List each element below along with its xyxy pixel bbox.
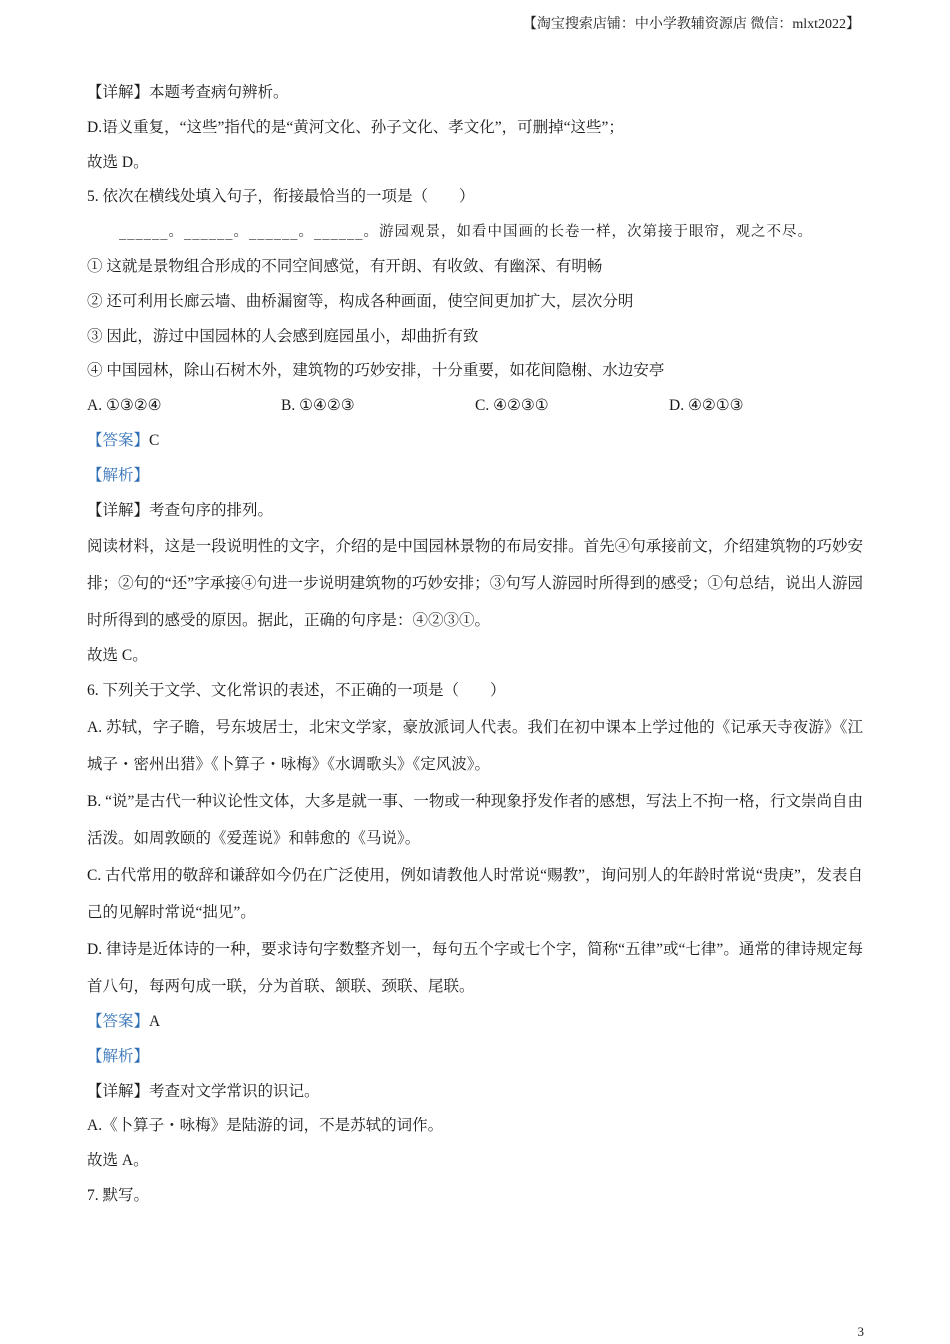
- q5-detail: 【详解】考查句序的排列。: [87, 501, 274, 519]
- q5-conclusion: 故选 C。: [87, 647, 148, 665]
- q5-item-2: ② 还可利用长廊云墙、曲桥漏窗等，构成各种画面，使空间更加扩大，层次分明: [87, 292, 634, 310]
- q6-option-a: A. 苏轼，字子瞻，号东坡居士，北宋文学家，豪放派词人代表。我们在初中课本上学过他的《记承天寺夜游》《江城子・密州出猎》《卜算子・咏梅》《水调歌头》《定风波》。: [87, 718, 863, 773]
- page-header: 【淘宝搜索店铺：中小学教辅资源店 微信：mlxt2022】: [522, 17, 860, 32]
- q5-options: [87, 389, 863, 424]
- q6-answer: [87, 1005, 863, 1040]
- q4-conclusion: 故选 D。: [87, 153, 149, 171]
- q5-option-a: A. ①③②④: [87, 397, 162, 415]
- document-body: [87, 76, 863, 1214]
- page-number: 3: [857, 1324, 864, 1339]
- q5-passage: ______。______。______。______。游园观景，如看中国画的长卷一样，次第接于眼帘，观之不尽。: [119, 224, 813, 241]
- answer-value: A: [149, 1012, 161, 1030]
- q6-option-c: C. 古代常用的敬辞和谦辞如今仍在广泛使用，例如请教他人时常说“赐教”，询问别人的年龄时常说“贵庚”，发表自己的见解时常说“拙见”。: [87, 866, 863, 921]
- q6-analysis-label: 【解析】: [87, 1047, 150, 1065]
- answer-value: C: [149, 431, 160, 449]
- q5-option-b: B. ①④②③: [281, 397, 355, 415]
- q4-explain: D.语义重复，“这些”指代的是“黄河文化、孙子文化、孝文化”，可删掉“这些”；: [87, 118, 624, 136]
- q5-option-d: D. ④②①③: [669, 397, 744, 415]
- q6-detail: 【详解】考查对文学常识的识记。: [87, 1082, 320, 1100]
- answer-label: 【答案】: [87, 431, 150, 449]
- q4-detail: 【详解】本题考查病句辨析。: [87, 84, 289, 101]
- q6-option-d: D. 律诗是近体诗的一种，要求诗句字数整齐划一，每句五个字或七个字，简称“五律”或“七律”。通常的律诗规定每首八句，每两句成一联，分为首联、颔联、颈联、尾联。: [87, 940, 863, 995]
- answer-label: 【答案】: [87, 1012, 150, 1030]
- q5-item-3: ③ 因此，游过中国园林的人会感到庭园虽小，却曲折有致: [87, 327, 479, 345]
- q5-item-1: ① 这就是景物组合形成的不同空间感觉，有开朗、有收敛、有幽深、有明畅: [87, 257, 603, 275]
- q6-explain: A.《卜算子・咏梅》是陆游的词，不是苏轼的词作。: [87, 1117, 444, 1135]
- q5-answer: [87, 424, 863, 459]
- q5-analysis-label: 【解析】: [87, 466, 150, 484]
- q5-explain: 阅读材料，这是一段说明性的文字，介绍的是中国园林景物的布局安排。首先④句承接前文，介绍建筑物的巧妙安排；②句的“还”字承接④句进一步说明建筑物的巧妙安排；③句写人游园时所得到的感受；①句总结，说出人游园时所得到的感受的原因。据此，正确的句序是：④②③①。: [87, 538, 863, 630]
- q6-conclusion: 故选 A。: [87, 1152, 149, 1170]
- q7-stem: 7. 默写。: [87, 1186, 150, 1204]
- q6-option-b: B. “说”是古代一种议论性文体，大多是就一事、一物或一种现象抒发作者的感想，写法上不拘一格，行文崇尚自由活泼。如周敦颐的《爱莲说》和韩愈的《马说》。: [87, 792, 863, 847]
- q5-option-c: C. ④②③①: [475, 397, 549, 415]
- q5-stem: 5. 依次在横线处填入句子，衔接最恰当的一项是（ ）: [87, 188, 475, 206]
- q6-stem: 6. 下列关于文学、文化常识的表述，不正确的一项是（ ）: [87, 682, 506, 700]
- q5-item-4: ④ 中国园林，除山石树木外，建筑物的巧妙安排，十分重要，如花间隐榭、水边安亭: [87, 362, 665, 380]
